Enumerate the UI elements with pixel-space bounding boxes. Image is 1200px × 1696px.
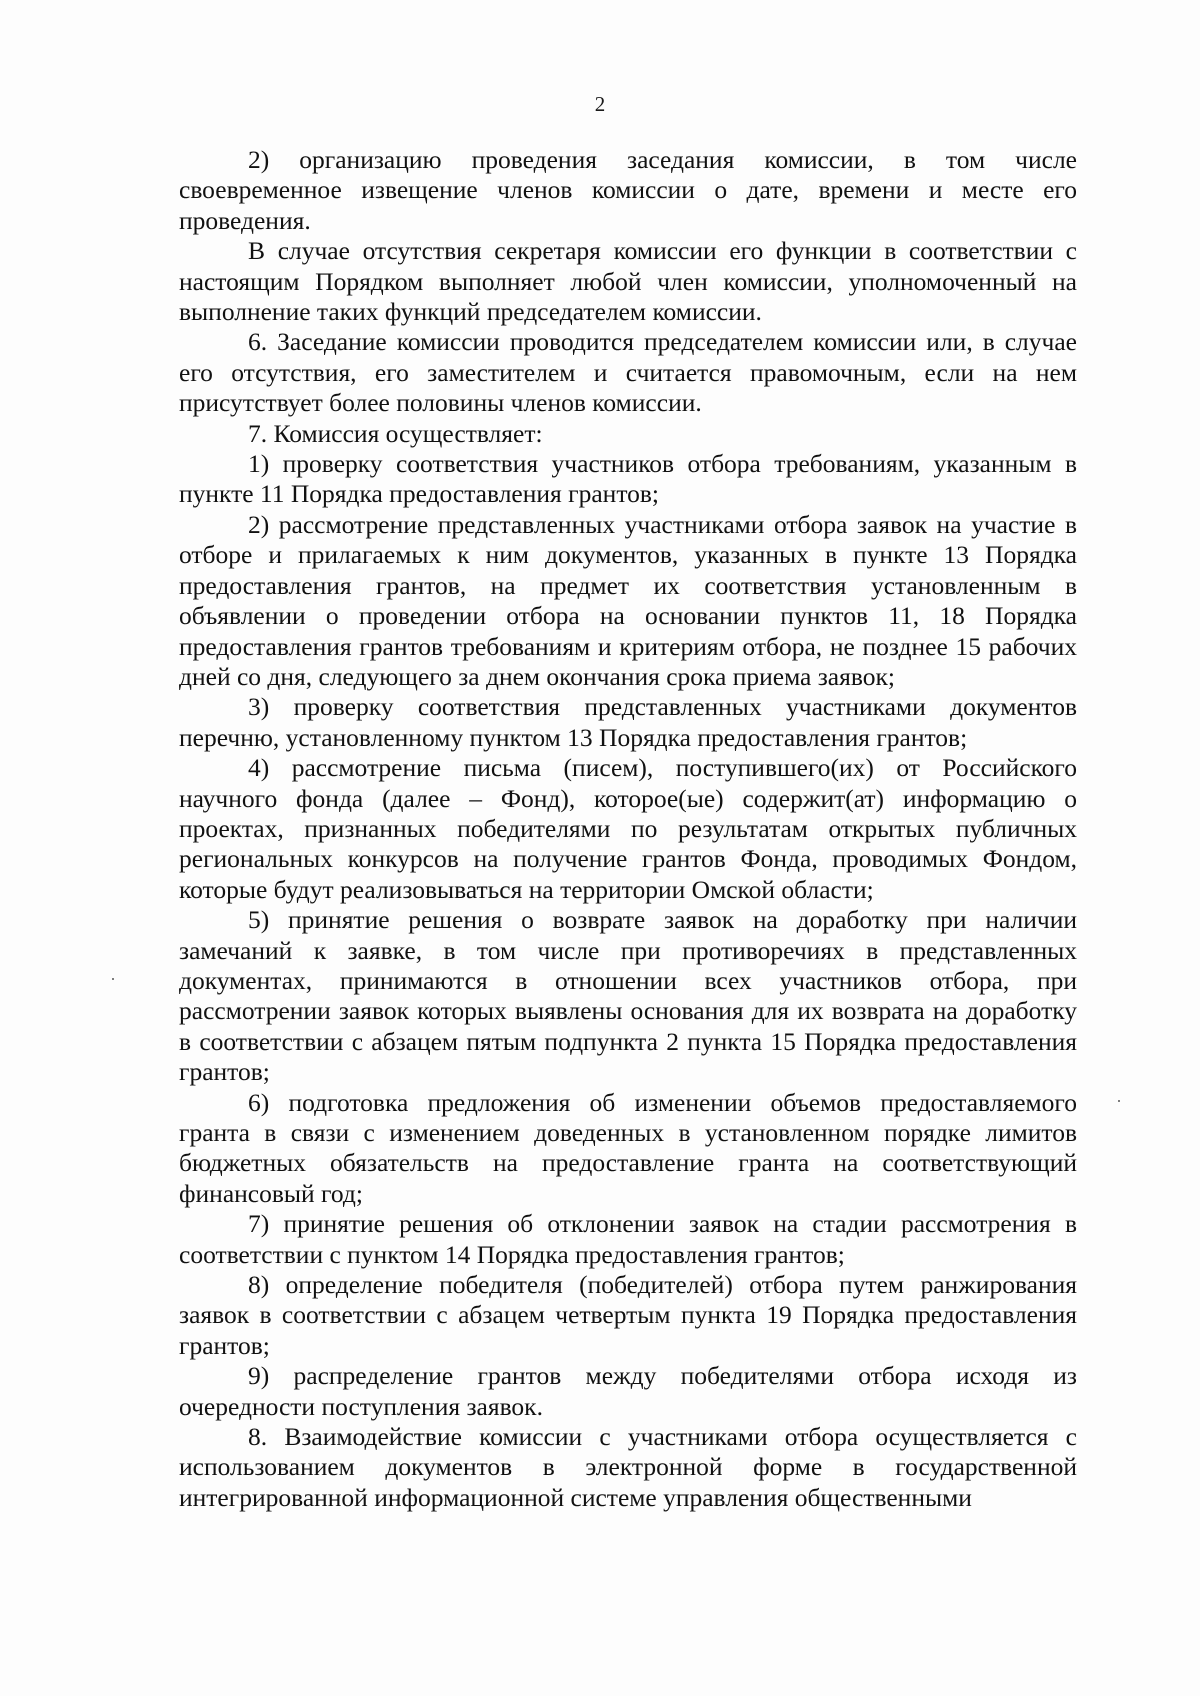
paragraph-clause-7-intro: 7. Комиссия осуществляет: [248,418,543,448]
paragraph-clause-7-item-9: 9) распределение грантов между победителями отбора исходя из очередности поступления заявок. [179,1361,1077,1421]
document-body [179,145,1077,1513]
scan-speck-left [112,978,114,980]
paragraph-clause-7-item-1: 1) проверку соответствия участников отбора требованиям, указанным в пункте 11 Порядка предоставления грантов; [179,449,1077,509]
paragraph-clause-8: 8. Взаимодействие комиссии с участниками отбора осуществляется с использованием документов в электронной форме в государственной интегрированной информационной системе управления общественными [179,1422,1077,1512]
paragraph-clause-7-item-2: 2) рассмотрение представленных участниками отбора заявок на участие в отборе и прилагаемых к ним документов, указанных в пункте 13 Порядка предоставления грантов, на предмет их соответствия установленным в объявлении о проведении отбора на основании пунктов 11, 18 Порядка предоставления грантов требованиям и критериям отбора, не позднее 15 рабочих дней со дня, следующего за днем окончания срока приема заявок; [179,509,1077,691]
paragraph-clause-7-item-4: 4) рассмотрение письма (писем), поступившего(их) от Российского научного фонда (далее – Фонд), которое(ые) содержит(ат) информацию о проектах, признанных победителями по результатам открытых публичных региональных конкурсов на получение грантов Фонда, проводимых Фондом, которые будут реализовываться на территории Омской области; [179,753,1077,904]
page-number: 2 [594,92,606,116]
paragraph-clause-7-item-8: 8) определение победителя (победителей) отбора путем ранжирования заявок в соответствии с абзацем четвертым пункта 19 Порядка предоставления грантов; [179,1270,1077,1360]
paragraph-clause-7-item-7: 7) принятие решения об отклонении заявок на стадии рассмотрения в соответствии с пунктом 14 Порядка предоставления грантов; [179,1209,1077,1269]
paragraph-clause-7-item-3: 3) проверку соответствия представленных участниками документов перечню, установленному пунктом 13 Порядка предоставления грантов; [179,692,1077,752]
paragraph-clause-6: 6. Заседание комиссии проводится председателем комиссии или, в случае его отсутствия, его заместителем и считается правомочным, если на нем присутствует более половины членов комиссии. [179,327,1077,418]
scan-speck-right [1118,1100,1120,1102]
paragraph-clause-7-item-5: 5) принятие решения о возврате заявок на доработку при наличии замечаний к заявке, в том числе при противоречиях в представленных документах, принимаются в отношении всех участников отбора, при рассмотрении заявок которых выявлены основания для их возврата на доработку в соответствии с абзацем пятым подпункта 2 пункта 15 Порядка предоставления грантов; [179,905,1077,1087]
paragraph-secretary-absence: В случае отсутствия секретаря комиссии его функции в соответствии с настоящим Порядком выполняет любой член комиссии, уполномоченный на выполнение таких функций председателем комиссии. [179,236,1077,327]
paragraph-clause-7-item-6: 6) подготовка предложения об изменении объемов предоставляемого гранта в связи с изменением доведенных в установленном порядке лимитов бюджетных обязательств на предоставление гранта на соответствующий финансовый год; [179,1087,1077,1208]
paragraph-item-2-organization: 2) организацию проведения заседания комиссии, в том числе своевременное извещение членов комиссии о дате, времени и месте его проведения. [179,145,1077,235]
